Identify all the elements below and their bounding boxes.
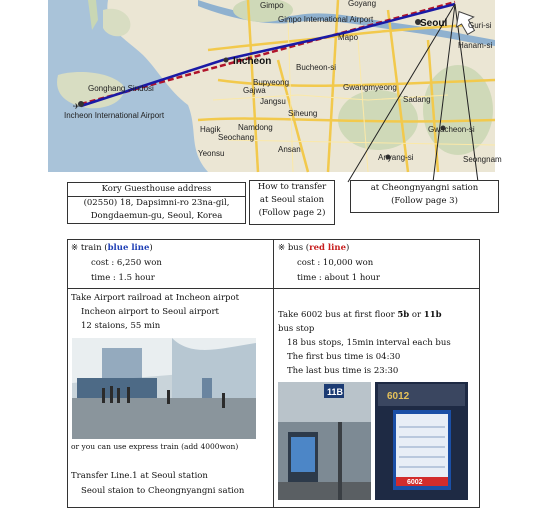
express-note: or you can use express train (add 4000won) (71, 442, 239, 451)
transfer-line: at Seoul staion (259, 195, 325, 205)
svg-text:Bucheon-si: Bucheon-si (296, 63, 337, 72)
svg-text:Anyang-si: Anyang-si (378, 153, 414, 162)
airplane-icon: ✈ (73, 102, 80, 111)
cheongnyangni-line: at Cheongnyangni sation (370, 183, 479, 193)
train-desc: Incheon airport to Seoul airport (81, 307, 219, 317)
train-cost: cost : 6,250 won (91, 258, 162, 268)
svg-text:11B: 11B (327, 387, 344, 397)
train-transfer: Seoul staion to Cheongnyangni sation (81, 486, 245, 496)
bus-desc: bus stop (278, 324, 315, 334)
bus-desc: The last bus time is 23:30 (287, 366, 399, 376)
transfer-box (249, 180, 335, 225)
bus-time: time : about 1 hour (297, 273, 380, 283)
svg-text:Gwacheon-si: Gwacheon-si (428, 125, 475, 134)
bus-desc: Take 6002 bus at first floor 5b or 11b (278, 310, 442, 320)
train-desc: Take Airport railroad at Incheon airpot (71, 293, 239, 303)
svg-text:Seochang: Seochang (218, 133, 255, 142)
address-line: (02550) 18, Dapsimni-ro 23na-gil, (83, 198, 230, 208)
svg-text:6012: 6012 (387, 391, 410, 402)
svg-text:Gimpo: Gimpo (260, 1, 284, 10)
svg-text:Gwangmyeong: Gwangmyeong (343, 83, 397, 92)
svg-text:Hagik: Hagik (200, 125, 221, 134)
address-line: Dongdaemun-gu, Seoul, Korea (90, 211, 223, 221)
transfer-line: How to transfer (257, 182, 327, 192)
svg-text:Bupyeong: Bupyeong (253, 78, 290, 87)
train-station-photo (72, 338, 256, 439)
svg-text:Mapo: Mapo (338, 33, 359, 42)
svg-text:6002: 6002 (407, 479, 423, 486)
transfer-line: (Follow page 2) (258, 208, 326, 218)
svg-text:Namdong: Namdong (238, 123, 273, 132)
svg-text:Goyang: Goyang (348, 0, 377, 8)
svg-text:Incheon: Incheon (233, 56, 272, 67)
svg-text:Gonghang Sindosi: Gonghang Sindosi (88, 84, 154, 93)
bus-stop-photo (278, 382, 371, 500)
svg-text:Incheon International Airport: Incheon International Airport (64, 111, 165, 120)
svg-text:Jangsu: Jangsu (260, 97, 286, 106)
bus-desc: 18 bus stops, 15min interval each bus (287, 338, 451, 348)
svg-text:Gimpo International Airport: Gimpo International Airport (278, 15, 374, 24)
train-transfer: Transfer Line.1 at Seoul station (71, 471, 208, 481)
svg-text:Ansan: Ansan (278, 145, 301, 154)
train-heading: ※ train (blue line) (71, 243, 153, 253)
svg-text:Seongnam: Seongnam (463, 155, 502, 164)
route-map (48, 0, 502, 172)
address-title: Kory Guesthouse address (68, 183, 245, 197)
bus-desc: The first bus time is 04:30 (287, 352, 401, 362)
svg-text:Gajwa: Gajwa (243, 86, 266, 95)
cheongnyangni-box (350, 180, 499, 213)
map-graphic (48, 0, 502, 172)
svg-text:Hanam-si: Hanam-si (458, 41, 493, 50)
bus-screen-photo (375, 382, 468, 500)
train-desc: 12 staions, 55 min (81, 321, 161, 331)
svg-text:Sadang: Sadang (403, 95, 431, 104)
svg-text:Yeonsu: Yeonsu (198, 149, 225, 158)
bus-heading: ※ bus (red line) (278, 243, 350, 253)
train-time: time : 1.5 hour (91, 273, 155, 283)
svg-text:Siheung: Siheung (288, 109, 318, 118)
address-box (67, 182, 246, 224)
svg-text:Guri-si: Guri-si (468, 21, 492, 30)
cheongnyangni-line: (Follow page 3) (391, 196, 458, 206)
bus-cost: cost : 10,000 won (297, 258, 374, 268)
svg-text:Seoul: Seoul (420, 18, 448, 29)
